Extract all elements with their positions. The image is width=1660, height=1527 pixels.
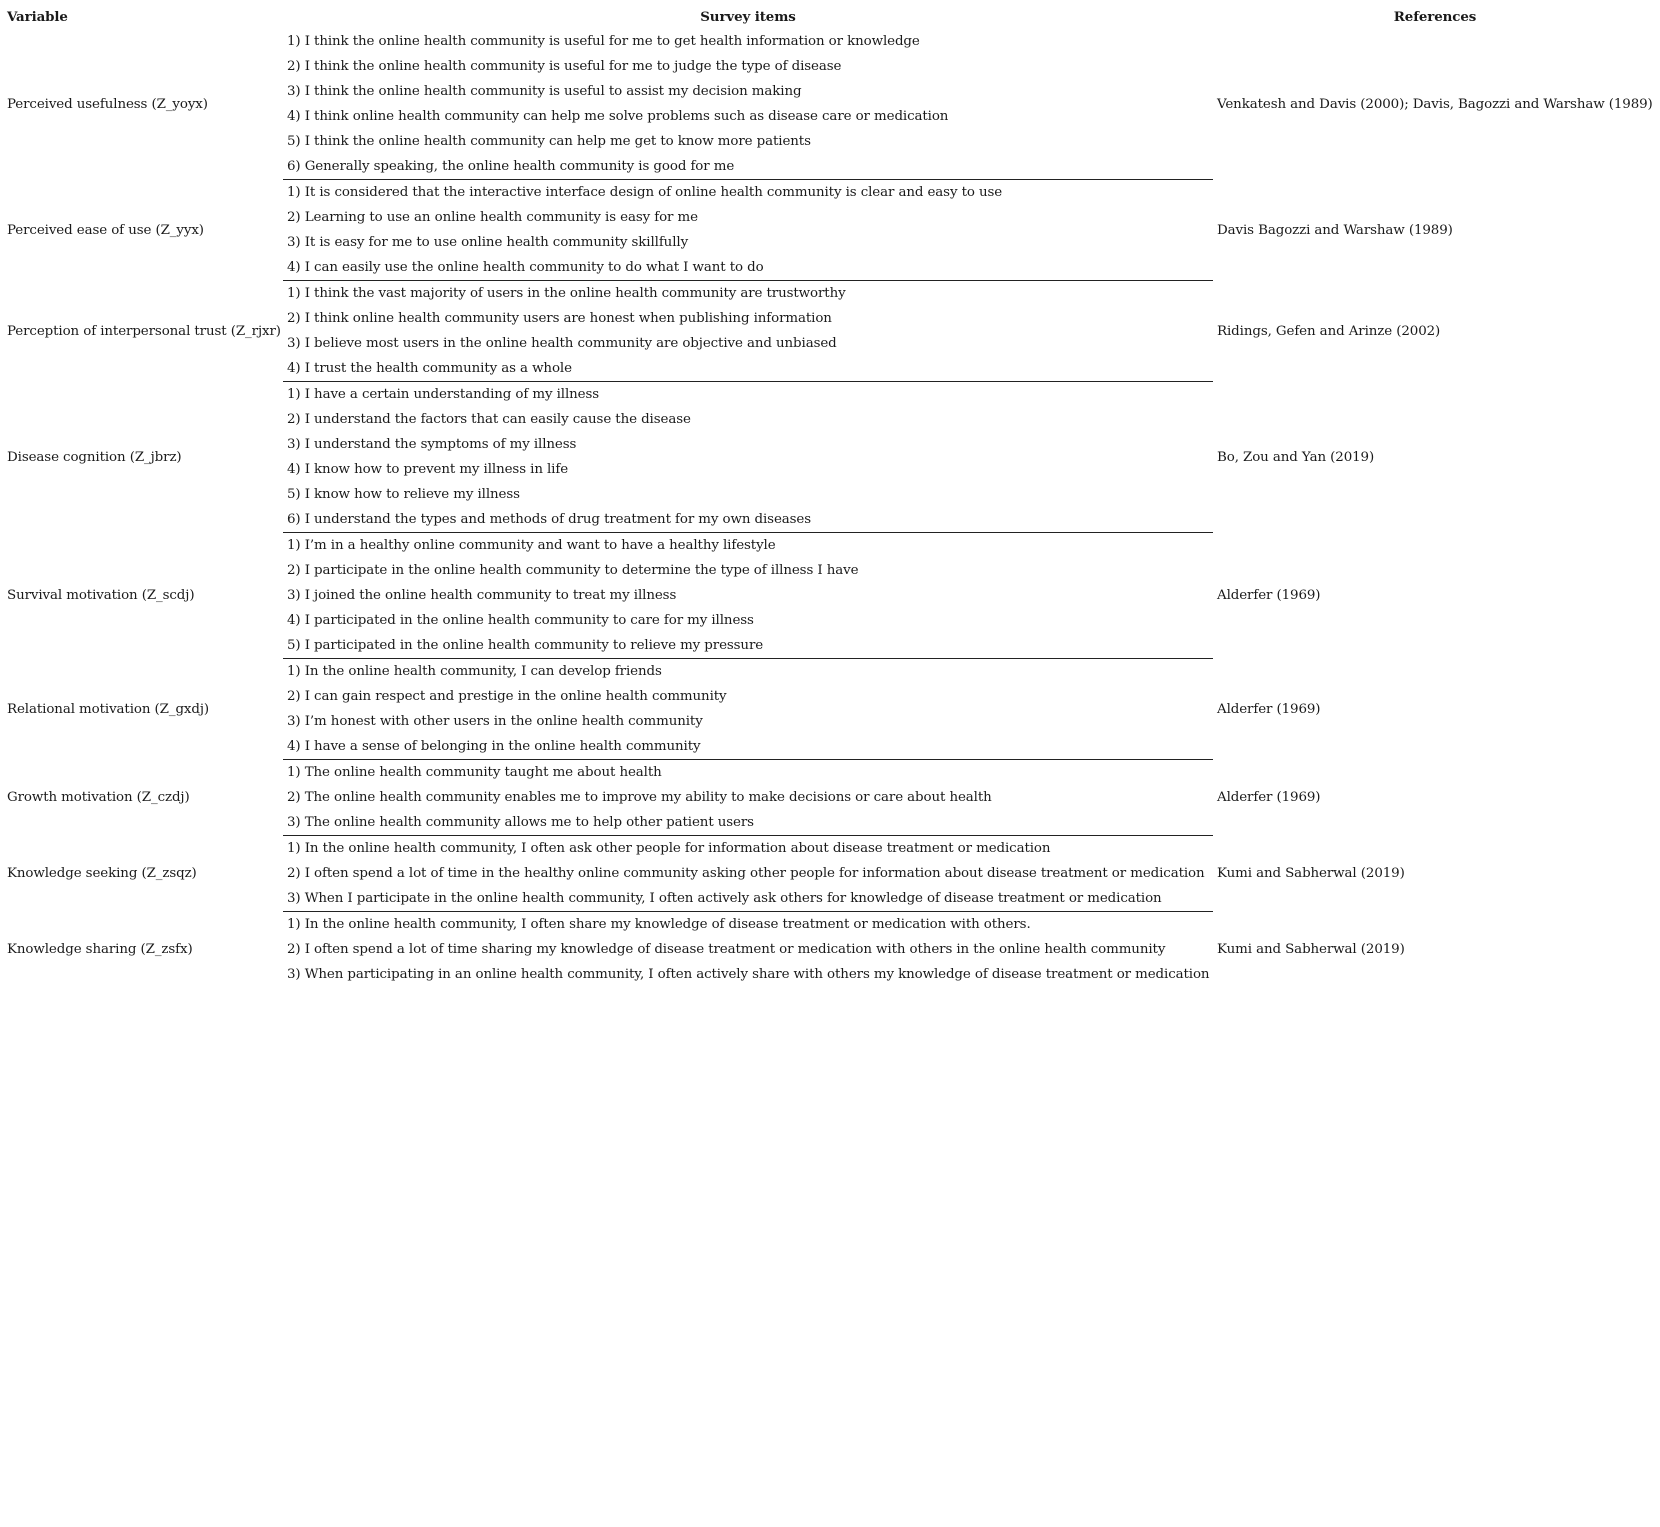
survey-item: 3) I believe most users in the online health community are objective and unbiased	[287, 336, 837, 351]
variable-name: Perception of interpersonal trust (Z_rjxr)	[7, 323, 281, 339]
table-row	[3, 382, 1657, 408]
survey-items-table	[3, 4, 1657, 987]
variable-group	[3, 836, 1657, 912]
variable-name: Perceived usefulness (Z_yoyx)	[7, 96, 208, 112]
reference-citation: Ridings, Gefen and Arinze (2002)	[1217, 323, 1441, 339]
survey-item: 2) I understand the factors that can easily cause the disease	[287, 412, 691, 427]
survey-item: 2) I can gain respect and prestige in the online health community	[287, 689, 727, 704]
survey-item: 2) I participate in the online health community to determine the type of illness I have	[287, 563, 859, 578]
table-row	[3, 760, 1657, 786]
survey-item: 6) Generally speaking, the online health community is good for me	[283, 154, 1213, 180]
variable-group	[3, 760, 1657, 836]
table-row	[3, 912, 1657, 938]
header-variable: Variable	[7, 8, 68, 25]
survey-item: 5) I know how to relieve my illness	[287, 487, 520, 502]
reference-citation: Bo, Zou and Yan (2019)	[1217, 449, 1375, 465]
variable-group	[3, 180, 1657, 281]
header-row	[3, 4, 1657, 29]
survey-item: 2) I think the online health community is useful for me to judge the type of disease	[287, 59, 842, 74]
document-page	[3, 4, 1657, 987]
table-row	[3, 533, 1657, 559]
variable-name: Growth motivation (Z_czdj)	[7, 790, 190, 805]
variable-name: Knowledge seeking (Z_zsqz)	[7, 866, 197, 881]
header-survey-items: Survey items	[700, 8, 796, 25]
survey-item: 1) I think the online health community is useful for me to get health information or knowledge	[287, 34, 920, 49]
table-row	[3, 659, 1657, 685]
survey-item: 5) I participated in the online health community to relieve my pressure	[283, 633, 1213, 659]
survey-item: 1) I’m in a healthy online community and want to have a healthy lifestyle	[287, 538, 776, 553]
variable-group	[3, 912, 1657, 988]
variable-group	[3, 281, 1657, 382]
variable-group	[3, 29, 1657, 180]
survey-item: 2) The online health community enables me to improve my ability to make decisions or care about health	[287, 790, 992, 805]
survey-item: 3) It is easy for me to use online health community skillfully	[287, 235, 689, 250]
survey-item: 1) I think the vast majority of users in the online health community are trustworthy	[287, 286, 846, 301]
survey-item: 1) In the online health community, I often share my knowledge of disease treatment or medication with others.	[287, 917, 1031, 932]
survey-item: 3) When I participate in the online health community, I often actively ask others for knowledge of disease treatment or medication	[283, 886, 1213, 912]
table-header	[3, 4, 1657, 29]
survey-item: 1) In the online health community, I can develop friends	[287, 664, 662, 679]
survey-item: 2) Learning to use an online health community is easy for me	[287, 210, 698, 225]
reference-citation: Alderfer (1969)	[1217, 790, 1321, 805]
survey-item: 1) I have a certain understanding of my illness	[287, 387, 600, 402]
variable-name: Survival motivation (Z_scdj)	[7, 588, 195, 603]
variable-group	[3, 533, 1657, 659]
survey-item: 1) It is considered that the interactive interface design of online health community is clear and easy to use	[287, 185, 1003, 200]
table-row	[3, 180, 1657, 206]
table-row	[3, 281, 1657, 307]
table-row	[3, 29, 1657, 54]
survey-item: 4) I trust the health community as a whole	[283, 356, 1213, 382]
survey-item: 2) I often spend a lot of time sharing my knowledge of disease treatment or medication with others in the online health community	[287, 942, 1166, 957]
survey-item: 4) I can easily use the online health community to do what I want to do	[283, 255, 1213, 281]
variable-group	[3, 659, 1657, 760]
variable-name: Disease cognition (Z_jbrz)	[7, 449, 182, 465]
survey-item: 6) I understand the types and methods of drug treatment for my own diseases	[283, 507, 1213, 533]
table-row	[3, 836, 1657, 862]
reference-citation: Alderfer (1969)	[1217, 588, 1321, 603]
survey-item: 4) I participated in the online health community to care for my illness	[287, 613, 754, 628]
variable-name: Knowledge sharing (Z_zsfx)	[7, 941, 193, 957]
survey-item: 5) I think the online health community can help me get to know more patients	[287, 134, 811, 149]
survey-item: 3) When participating in an online health community, I often actively share with others my knowledge of disease treatment or medication	[287, 967, 1210, 982]
variable-name: Perceived ease of use (Z_yyx)	[7, 222, 204, 238]
reference-citation: Alderfer (1969)	[1217, 701, 1321, 717]
survey-item: 3) I understand the symptoms of my illness	[287, 437, 577, 452]
reference-citation: Davis Bagozzi and Warshaw (1989)	[1217, 222, 1453, 238]
reference-citation: Kumi and Sabherwal (2019)	[1217, 866, 1405, 881]
survey-item: 1) In the online health community, I often ask other people for information about disease treatment or medication	[287, 841, 1051, 856]
survey-item: 2) I think online health community users are honest when publishing information	[287, 311, 832, 326]
variable-group	[3, 382, 1657, 533]
header-references: References	[1393, 8, 1477, 25]
survey-item: 1) The online health community taught me about health	[287, 765, 662, 780]
variable-name: Relational motivation (Z_gxdj)	[7, 701, 210, 717]
survey-item: 4) I have a sense of belonging in the online health community	[283, 734, 1213, 760]
survey-item: 4) I know how to prevent my illness in life	[287, 462, 569, 477]
survey-item: 4) I think online health community can help me solve problems such as disease care or medication	[287, 109, 949, 124]
reference-citation: Venkatesh and Davis (2000); Davis, Bagozzi and Warshaw (1989)	[1217, 96, 1653, 112]
survey-item: 3) I’m honest with other users in the online health community	[287, 714, 703, 729]
survey-item: 3) I think the online health community is useful to assist my decision making	[287, 84, 802, 99]
reference-citation: Kumi and Sabherwal (2019)	[1217, 941, 1405, 957]
survey-item: 2) I often spend a lot of time in the healthy online community asking other people for information about disease treatment or medication	[287, 866, 1205, 881]
survey-item: 3) The online health community allows me to help other patient users	[283, 810, 1213, 836]
survey-item: 3) I joined the online health community to treat my illness	[287, 588, 677, 603]
